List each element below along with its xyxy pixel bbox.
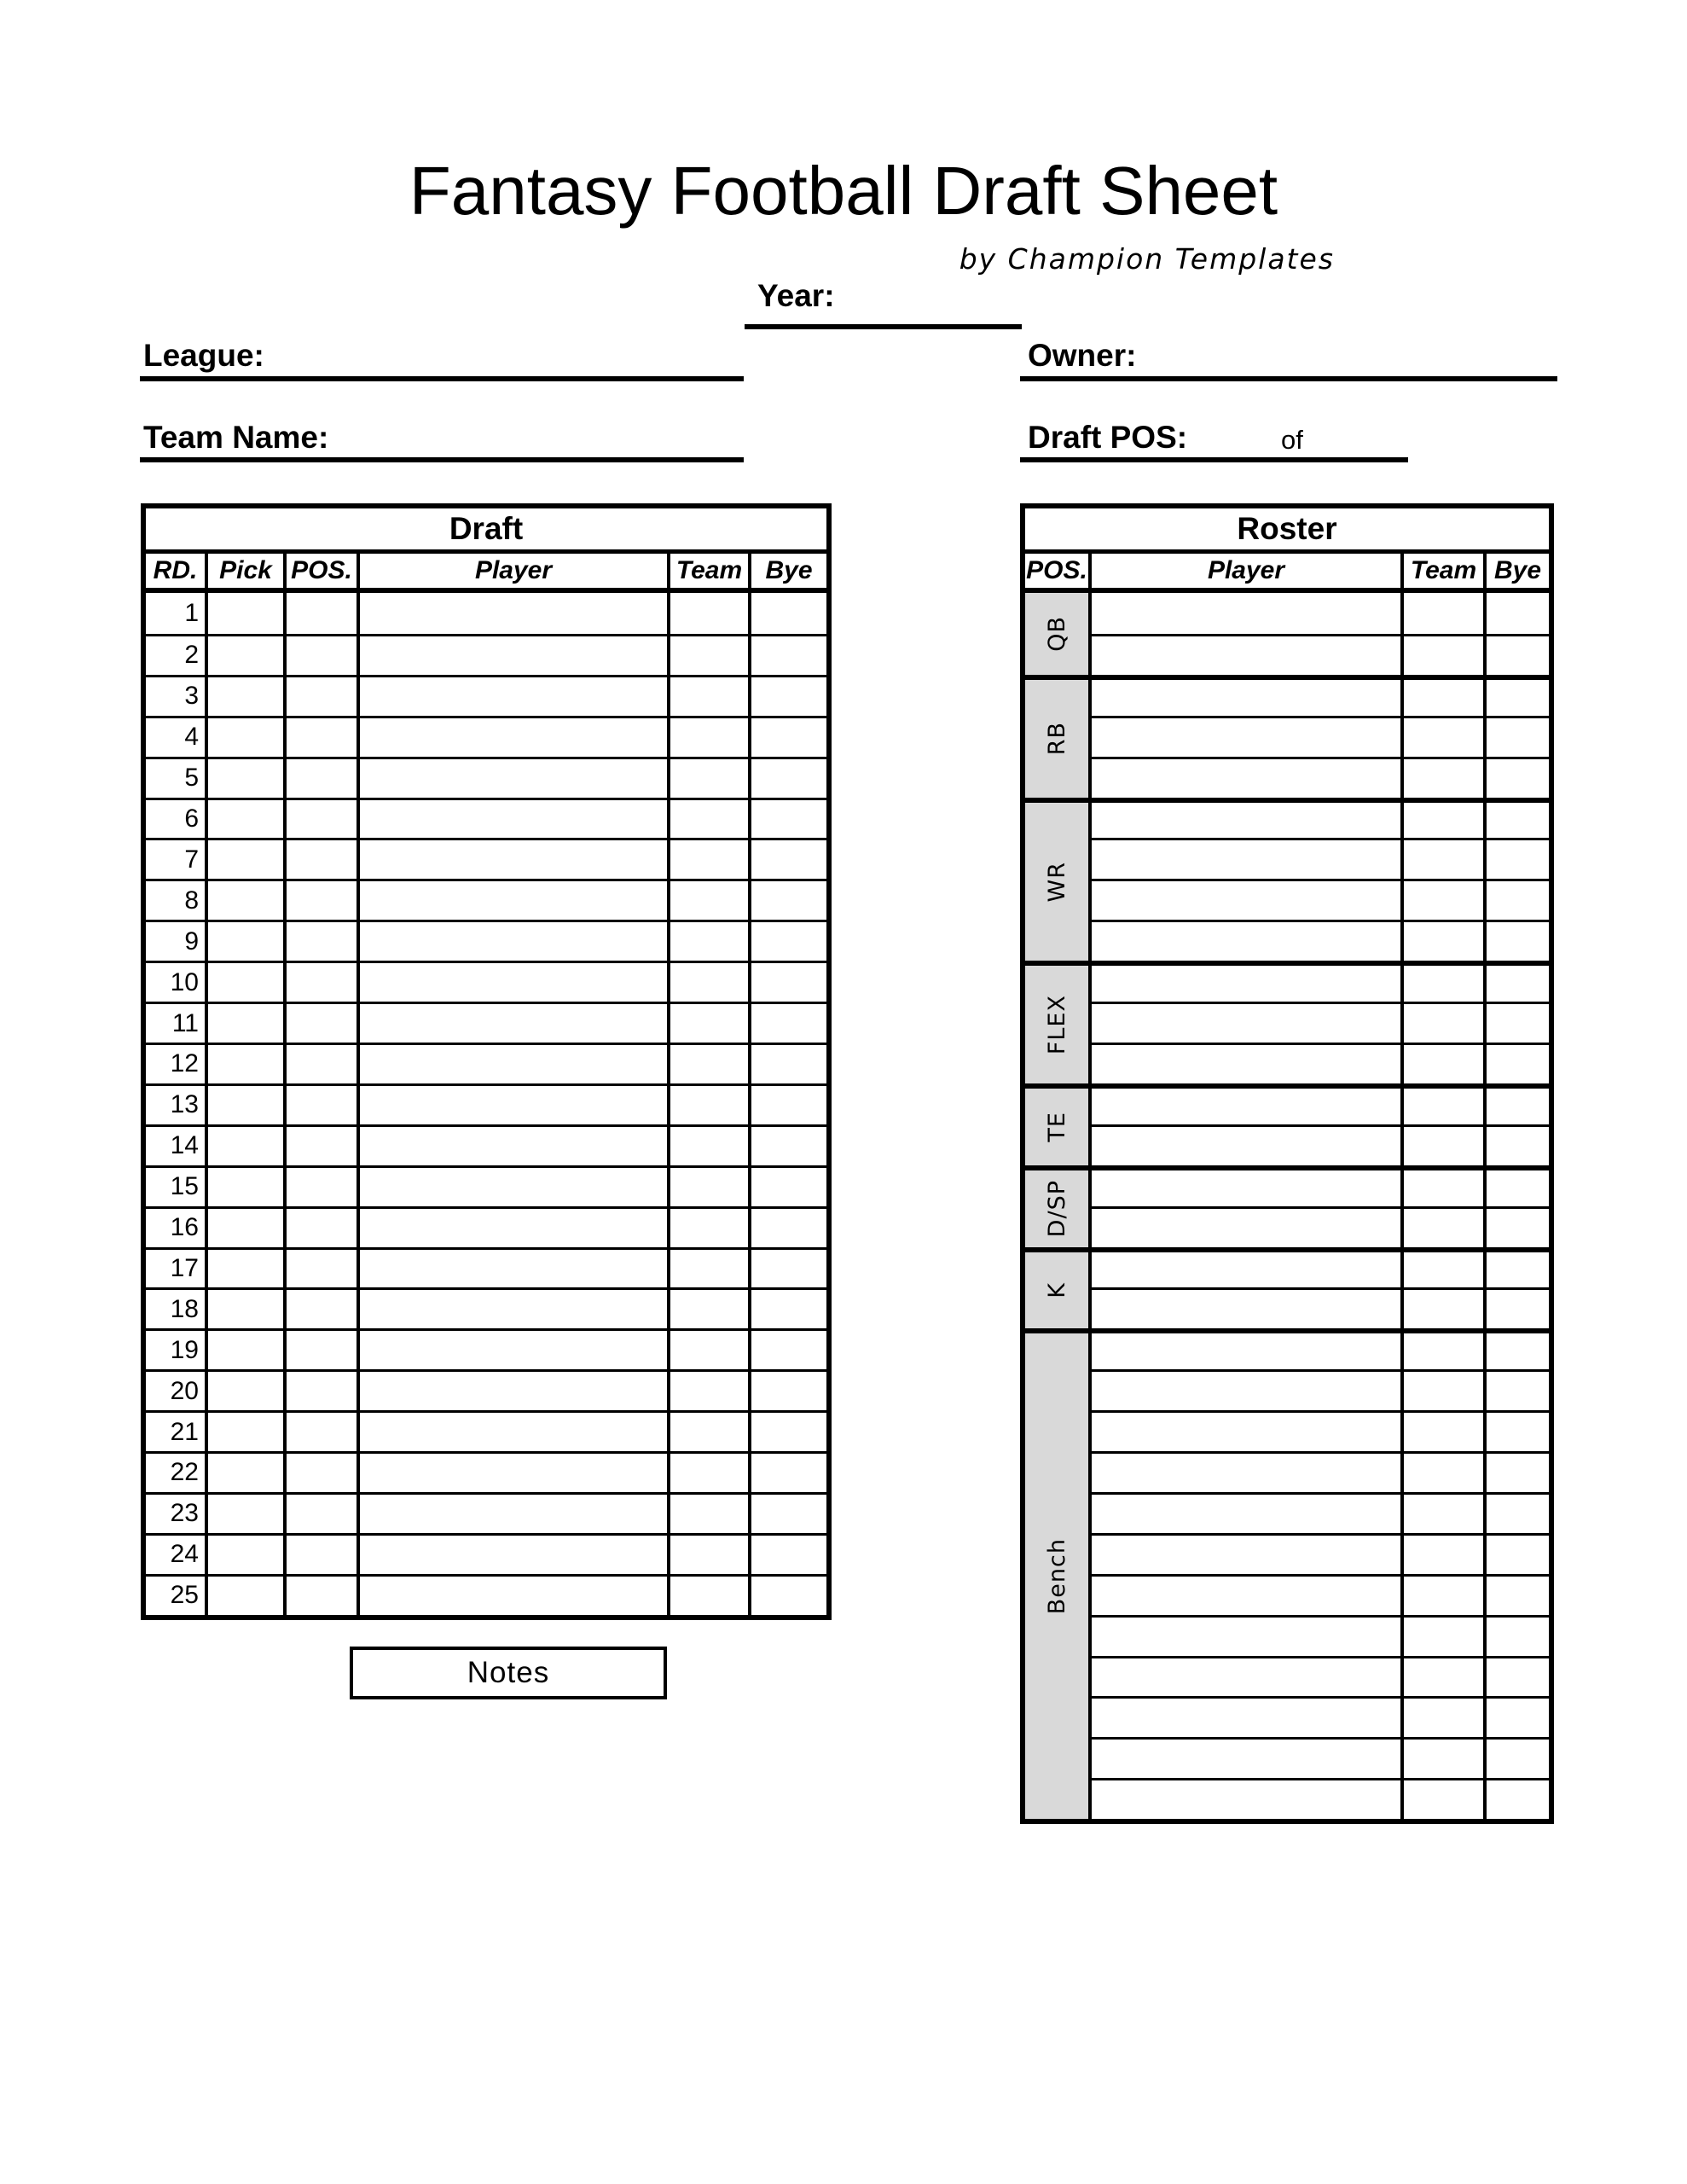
draft-blank-cell — [287, 1206, 360, 1247]
draft-round-number-cell: 9 — [146, 920, 208, 961]
draft-blank-cell — [287, 1287, 360, 1328]
draft-blank-cell — [360, 716, 670, 757]
roster-position-cell — [1025, 1247, 1092, 1329]
roster-position-label: TE — [1043, 1112, 1070, 1142]
roster-blank-cell — [1404, 1410, 1487, 1451]
year-label: Year: — [757, 278, 835, 313]
draft-blank-cell — [287, 716, 360, 757]
draft-round-number-cell: 6 — [146, 798, 208, 839]
draft-blank-cell — [360, 757, 670, 798]
draft-blank-cell — [670, 1124, 751, 1165]
draft-blank-cell — [360, 1002, 670, 1043]
roster-blank-cell — [1404, 1656, 1487, 1697]
roster-blank-cell — [1404, 920, 1487, 961]
roster-blank-cell — [1404, 961, 1487, 1002]
draft-column-header: Team — [670, 554, 751, 588]
draft-blank-cell — [208, 716, 287, 757]
roster-position-label: WR — [1043, 861, 1070, 903]
draft-blank-cell — [287, 1369, 360, 1410]
page-title: Fantasy Football Draft Sheet — [409, 153, 1278, 229]
draft-blank-cell — [670, 593, 751, 634]
draft-blank-cell — [751, 1574, 826, 1615]
roster-blank-cell — [1404, 798, 1487, 839]
draft-blank-cell — [208, 798, 287, 839]
roster-position-cell — [1025, 798, 1092, 961]
draft-blank-cell — [287, 1410, 360, 1451]
draft-blank-cell — [208, 961, 287, 1002]
roster-position-cell — [1025, 593, 1092, 675]
roster-blank-cell — [1487, 1287, 1549, 1328]
roster-blank-cell — [1092, 838, 1404, 879]
roster-blank-cell — [1404, 1737, 1487, 1778]
roster-position-cell — [1025, 675, 1092, 798]
draft-blank-cell — [208, 675, 287, 716]
draft-blank-cell — [287, 757, 360, 798]
draft-blank-cell — [751, 879, 826, 920]
roster-blank-cell — [1487, 1492, 1549, 1533]
roster-blank-cell — [1487, 1165, 1549, 1206]
roster-table — [1020, 503, 1554, 1824]
roster-blank-cell — [1487, 838, 1549, 879]
roster-column-header: POS. — [1025, 554, 1092, 588]
draft-column-header: Player — [360, 554, 670, 588]
roster-position-label: FLEX — [1043, 994, 1070, 1055]
league-label: League: — [143, 338, 264, 373]
draft-blank-cell — [751, 1451, 826, 1492]
draft-round-number-cell: 1 — [146, 593, 208, 634]
notes-label: Notes — [467, 1656, 550, 1689]
roster-blank-cell — [1487, 1656, 1549, 1697]
draft-blank-cell — [670, 1369, 751, 1410]
draft-blank-cell — [751, 675, 826, 716]
roster-blank-cell — [1404, 675, 1487, 716]
draft-blank-cell — [287, 1043, 360, 1083]
roster-blank-cell — [1487, 1410, 1549, 1451]
draft-blank-cell — [208, 1287, 287, 1328]
draft-blank-cell — [208, 1247, 287, 1288]
draft-blank-cell — [670, 1492, 751, 1533]
draft-blank-cell — [360, 1492, 670, 1533]
draft-column-header: Bye — [765, 556, 813, 584]
draft-blank-cell — [670, 1247, 751, 1288]
draft-blank-cell — [360, 1328, 670, 1369]
draft-blank-cell — [287, 593, 360, 634]
draft-blank-cell — [670, 757, 751, 798]
draft-blank-cell — [751, 1492, 826, 1533]
draft-blank-cell — [360, 675, 670, 716]
draft-blank-cell — [751, 1533, 826, 1574]
draft-blank-cell — [360, 593, 670, 634]
roster-blank-cell — [1487, 1696, 1549, 1737]
roster-blank-cell — [1487, 1043, 1549, 1083]
draft-blank-cell — [360, 634, 670, 675]
draft-table — [141, 503, 832, 1620]
roster-blank-cell — [1487, 593, 1549, 634]
roster-blank-cell — [1092, 1287, 1404, 1328]
draft-blank-cell — [208, 1043, 287, 1083]
roster-blank-cell — [1487, 1369, 1549, 1410]
draft-blank-cell — [670, 879, 751, 920]
roster-position-label: D/SP — [1043, 1179, 1070, 1238]
draft-blank-cell — [208, 1369, 287, 1410]
roster-blank-cell — [1092, 1165, 1404, 1206]
roster-blank-cell — [1092, 1083, 1404, 1124]
roster-column-header: Player — [1092, 554, 1404, 588]
draft-round-number-cell: 16 — [146, 1206, 208, 1247]
draft-blank-cell — [360, 1369, 670, 1410]
draft-round-number-cell: 22 — [146, 1451, 208, 1492]
roster-column-header: Team — [1404, 554, 1487, 588]
roster-blank-cell — [1092, 1328, 1404, 1369]
draft-table-title: Draft — [146, 508, 826, 554]
draft-round-number-cell: 2 — [146, 634, 208, 675]
draft-round-number-cell: 18 — [146, 1287, 208, 1328]
roster-blank-cell — [1404, 1287, 1487, 1328]
draft-blank-cell — [287, 798, 360, 839]
draft-blank-cell — [360, 1410, 670, 1451]
draft-blank-cell — [751, 1410, 826, 1451]
roster-blank-cell — [1404, 1574, 1487, 1615]
year-underline — [745, 324, 1022, 329]
draft-table-header-row — [146, 554, 826, 593]
owner-underline — [1020, 376, 1557, 381]
roster-blank-cell — [1404, 879, 1487, 920]
draft-round-number-cell: 14 — [146, 1124, 208, 1165]
draft-blank-cell — [751, 1165, 826, 1206]
draft-blank-cell — [670, 675, 751, 716]
draft-round-number-cell: 10 — [146, 961, 208, 1002]
draft-table-body — [146, 593, 826, 1615]
draft-blank-cell — [208, 1574, 287, 1615]
roster-blank-cell — [1404, 1043, 1487, 1083]
draft-blank-cell — [208, 1492, 287, 1533]
draft-blank-cell — [670, 920, 751, 961]
draft-blank-cell — [287, 1574, 360, 1615]
roster-blank-cell — [1404, 593, 1487, 634]
draft-blank-cell — [751, 1287, 826, 1328]
roster-blank-cell — [1404, 716, 1487, 757]
draft-column-header: Pick — [208, 554, 287, 588]
roster-position-cell — [1025, 1083, 1092, 1165]
draft-blank-cell — [208, 757, 287, 798]
draft-column-header: RD. — [146, 554, 208, 588]
roster-table-body — [1025, 593, 1549, 1819]
draft-pos-of-text: of — [1281, 425, 1303, 455]
draft-blank-cell — [287, 1083, 360, 1124]
roster-blank-cell — [1487, 757, 1549, 798]
draft-blank-cell — [287, 1124, 360, 1165]
draft-blank-cell — [208, 879, 287, 920]
roster-position-cell — [1025, 961, 1092, 1083]
roster-blank-cell — [1487, 1615, 1549, 1656]
draft-blank-cell — [360, 1043, 670, 1083]
roster-table-header-row — [1025, 554, 1549, 593]
draft-round-number-cell: 19 — [146, 1328, 208, 1369]
draft-blank-cell — [287, 1328, 360, 1369]
roster-blank-cell — [1092, 920, 1404, 961]
league-underline — [140, 376, 744, 381]
draft-blank-cell — [670, 1165, 751, 1206]
draft-round-number-cell: 7 — [146, 838, 208, 879]
draft-blank-cell — [287, 1247, 360, 1288]
draft-blank-cell — [208, 838, 287, 879]
draft-blank-cell — [287, 1002, 360, 1043]
roster-blank-cell — [1404, 838, 1487, 879]
roster-blank-cell — [1092, 1451, 1404, 1492]
draft-blank-cell — [751, 716, 826, 757]
draft-blank-cell — [287, 1165, 360, 1206]
team-name-underline — [140, 457, 744, 462]
draft-blank-cell — [360, 1574, 670, 1615]
draft-blank-cell — [287, 634, 360, 675]
roster-blank-cell — [1092, 593, 1404, 634]
draft-blank-cell — [751, 593, 826, 634]
draft-round-number-cell: 5 — [146, 757, 208, 798]
draft-blank-cell — [208, 1410, 287, 1451]
roster-blank-cell — [1487, 1737, 1549, 1778]
draft-blank-cell — [360, 920, 670, 961]
draft-blank-cell — [360, 1165, 670, 1206]
roster-blank-cell — [1092, 1778, 1404, 1819]
roster-blank-cell — [1404, 1247, 1487, 1288]
roster-blank-cell — [1092, 1696, 1404, 1737]
roster-blank-cell — [1404, 634, 1487, 675]
roster-position-label: RB — [1043, 722, 1070, 756]
draft-blank-cell — [360, 1083, 670, 1124]
roster-blank-cell — [1487, 1002, 1549, 1043]
draft-blank-cell — [670, 1206, 751, 1247]
roster-blank-cell — [1092, 1206, 1404, 1247]
draft-blank-cell — [208, 1124, 287, 1165]
draft-blank-cell — [670, 1002, 751, 1043]
roster-blank-cell — [1092, 1574, 1404, 1615]
roster-position-label: K — [1043, 1282, 1070, 1298]
draft-blank-cell — [208, 634, 287, 675]
draft-blank-cell — [360, 1533, 670, 1574]
draft-blank-cell — [751, 920, 826, 961]
roster-blank-cell — [1092, 1247, 1404, 1288]
draft-blank-cell — [670, 1451, 751, 1492]
draft-round-number-cell: 25 — [146, 1574, 208, 1615]
draft-round-number-cell: 8 — [146, 879, 208, 920]
draft-blank-cell — [751, 1369, 826, 1410]
draft-blank-cell — [287, 1451, 360, 1492]
draft-blank-cell — [751, 798, 826, 839]
draft-blank-cell — [208, 920, 287, 961]
roster-blank-cell — [1487, 920, 1549, 961]
draft-round-number-cell: 4 — [146, 716, 208, 757]
draft-round-number-cell: 23 — [146, 1492, 208, 1533]
roster-blank-cell — [1487, 1328, 1549, 1369]
draft-pos-label: Draft POS: — [1028, 420, 1188, 455]
roster-blank-cell — [1487, 1083, 1549, 1124]
roster-blank-cell — [1404, 1083, 1487, 1124]
draft-blank-cell — [287, 920, 360, 961]
draft-blank-cell — [287, 675, 360, 716]
draft-blank-cell — [287, 961, 360, 1002]
draft-blank-cell — [670, 1574, 751, 1615]
draft-round-number-cell: 11 — [146, 1002, 208, 1043]
roster-blank-cell — [1487, 1206, 1549, 1247]
draft-blank-cell — [751, 1328, 826, 1369]
draft-blank-cell — [360, 879, 670, 920]
draft-blank-cell — [208, 1328, 287, 1369]
draft-blank-cell — [208, 1083, 287, 1124]
roster-blank-cell — [1487, 1778, 1549, 1819]
draft-round-number-cell: 17 — [146, 1247, 208, 1288]
roster-position-label: QB — [1043, 616, 1070, 652]
draft-blank-cell — [208, 1002, 287, 1043]
draft-blank-cell — [208, 1206, 287, 1247]
roster-blank-cell — [1404, 1615, 1487, 1656]
roster-blank-cell — [1092, 1043, 1404, 1083]
draft-blank-cell — [360, 1206, 670, 1247]
roster-blank-cell — [1404, 1328, 1487, 1369]
draft-round-number-cell: 13 — [146, 1083, 208, 1124]
roster-blank-cell — [1404, 1778, 1487, 1819]
roster-table-title: Roster — [1025, 508, 1549, 554]
draft-blank-cell — [360, 961, 670, 1002]
draft-blank-cell — [670, 961, 751, 1002]
draft-round-number-cell: 15 — [146, 1165, 208, 1206]
roster-blank-cell — [1487, 634, 1549, 675]
roster-blank-cell — [1092, 1124, 1404, 1165]
draft-round-number-cell: 3 — [146, 675, 208, 716]
roster-position-label: Bench — [1043, 1538, 1070, 1615]
roster-blank-cell — [1487, 1574, 1549, 1615]
roster-blank-cell — [1092, 1615, 1404, 1656]
roster-blank-cell — [1092, 757, 1404, 798]
draft-blank-cell — [751, 838, 826, 879]
roster-blank-cell — [1404, 1165, 1487, 1206]
roster-blank-cell — [1092, 1002, 1404, 1043]
draft-round-number-cell: 24 — [146, 1533, 208, 1574]
draft-round-number-cell: 20 — [146, 1369, 208, 1410]
roster-blank-cell — [1092, 879, 1404, 920]
roster-blank-cell — [1092, 1369, 1404, 1410]
draft-blank-cell — [670, 1328, 751, 1369]
roster-blank-cell — [1092, 1737, 1404, 1778]
draft-blank-cell — [751, 1206, 826, 1247]
draft-blank-cell — [287, 1533, 360, 1574]
roster-blank-cell — [1092, 798, 1404, 839]
draft-blank-cell — [287, 1492, 360, 1533]
roster-blank-cell — [1404, 757, 1487, 798]
roster-blank-cell — [1404, 1369, 1487, 1410]
roster-blank-cell — [1092, 634, 1404, 675]
draft-blank-cell — [208, 593, 287, 634]
roster-blank-cell — [1404, 1206, 1487, 1247]
roster-blank-cell — [1092, 1533, 1404, 1574]
roster-blank-cell — [1404, 1451, 1487, 1492]
draft-blank-cell — [360, 1451, 670, 1492]
draft-blank-cell — [670, 1043, 751, 1083]
draft-blank-cell — [751, 634, 826, 675]
roster-blank-cell — [1487, 798, 1549, 839]
draft-blank-cell — [360, 838, 670, 879]
roster-blank-cell — [1092, 1410, 1404, 1451]
roster-blank-cell — [1092, 716, 1404, 757]
draft-blank-cell — [360, 1124, 670, 1165]
owner-label: Owner: — [1028, 338, 1137, 373]
draft-column-header: POS. — [287, 554, 360, 588]
draft-blank-cell — [360, 1247, 670, 1288]
draft-blank-cell — [670, 1410, 751, 1451]
draft-blank-cell — [751, 1083, 826, 1124]
roster-blank-cell — [1092, 1656, 1404, 1697]
roster-blank-cell — [1404, 1124, 1487, 1165]
draft-blank-cell — [670, 1287, 751, 1328]
byline: by Champion Templates — [959, 242, 1335, 276]
draft-blank-cell — [208, 1451, 287, 1492]
roster-blank-cell — [1404, 1492, 1487, 1533]
draft-blank-cell — [360, 1287, 670, 1328]
draft-blank-cell — [670, 634, 751, 675]
roster-position-cell — [1025, 1165, 1092, 1247]
roster-blank-cell — [1487, 961, 1549, 1002]
roster-column-header: Bye — [1493, 556, 1542, 584]
draft-blank-cell — [208, 1165, 287, 1206]
team-name-label: Team Name: — [143, 420, 329, 455]
roster-blank-cell — [1487, 1124, 1549, 1165]
draft-blank-cell — [670, 716, 751, 757]
draft-blank-cell — [670, 798, 751, 839]
roster-blank-cell — [1092, 961, 1404, 1002]
roster-blank-cell — [1092, 675, 1404, 716]
roster-position-cell — [1025, 1328, 1092, 1819]
draft-blank-cell — [360, 798, 670, 839]
roster-blank-cell — [1487, 1451, 1549, 1492]
draft-round-number-cell: 21 — [146, 1410, 208, 1451]
roster-blank-cell — [1092, 1492, 1404, 1533]
roster-blank-cell — [1404, 1533, 1487, 1574]
draft-blank-cell — [751, 1124, 826, 1165]
roster-blank-cell — [1487, 716, 1549, 757]
draft-blank-cell — [670, 1083, 751, 1124]
draft-blank-cell — [287, 838, 360, 879]
draft-pos-underline — [1020, 457, 1408, 462]
draft-blank-cell — [751, 961, 826, 1002]
roster-blank-cell — [1487, 675, 1549, 716]
draft-blank-cell — [208, 1533, 287, 1574]
roster-blank-cell — [1487, 879, 1549, 920]
roster-blank-cell — [1487, 1247, 1549, 1288]
notes-box — [350, 1647, 667, 1699]
roster-blank-cell — [1404, 1696, 1487, 1737]
draft-blank-cell — [287, 879, 360, 920]
draft-round-number-cell: 12 — [146, 1043, 208, 1083]
draft-blank-cell — [751, 1002, 826, 1043]
draft-blank-cell — [670, 1533, 751, 1574]
draft-blank-cell — [751, 757, 826, 798]
roster-blank-cell — [1404, 1002, 1487, 1043]
draft-blank-cell — [751, 1043, 826, 1083]
draft-blank-cell — [670, 838, 751, 879]
draft-blank-cell — [751, 1247, 826, 1288]
roster-blank-cell — [1487, 1533, 1549, 1574]
